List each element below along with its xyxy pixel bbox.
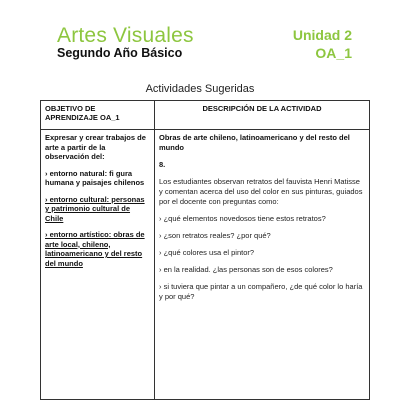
activity-question: › ¿qué colores usa el pintor? bbox=[159, 248, 255, 257]
activity-question: › si tuviera que pintar a un compañero, ¿de qué color lo haría y por qué? bbox=[159, 282, 363, 301]
objective-item-cultural: › entorno cultural: personas y patrimonio cultural de Chile bbox=[45, 194, 145, 223]
activity-question: › ¿qué elementos novedosos tiene estos retratos? bbox=[159, 214, 326, 223]
oa-label: OA_1 bbox=[315, 45, 352, 61]
unit-label: Unidad 2 bbox=[292, 27, 352, 43]
activity-heading: Obras de arte chileno, latinoamericano y del resto del mundo bbox=[159, 133, 350, 152]
objective-intro: Expresar y crear trabajos de arte a partir de la observación del: bbox=[45, 133, 146, 161]
grade-subtitle: Segundo Año Básico bbox=[57, 46, 183, 60]
section-title: Actividades Sugeridas bbox=[145, 83, 255, 95]
table-row bbox=[41, 130, 370, 400]
description-column-header: DESCRIPCIÓN DE LA ACTIVIDAD bbox=[155, 101, 370, 130]
objective-item-natural: › entorno natural: fi gura humana y paisajes chilenos bbox=[45, 168, 145, 187]
activities-table bbox=[40, 100, 370, 400]
activity-number: 8. bbox=[159, 160, 166, 169]
activity-question: › en la realidad. ¿las personas son de esos colores? bbox=[159, 265, 333, 274]
objective-cell bbox=[41, 130, 155, 400]
subject-title: Artes Visuales bbox=[57, 24, 194, 47]
activity-cell bbox=[155, 130, 370, 400]
table-header-row bbox=[41, 101, 370, 130]
objective-column-header: OBJETIVO DE APRENDIZAJE OA_1 bbox=[41, 101, 155, 130]
activity-question: › ¿son retratos reales? ¿por qué? bbox=[159, 231, 271, 240]
objective-item-artistic: › entorno artístico: obras de arte local, chileno, latinoamericano y del resto del mundo bbox=[45, 230, 145, 268]
activity-intro: Los estudiantes observan retratos del fauvista Henri Matisse y comentan acerca del uso del color en sus pinturas, guiados por el docente con preguntas como: bbox=[159, 177, 363, 206]
